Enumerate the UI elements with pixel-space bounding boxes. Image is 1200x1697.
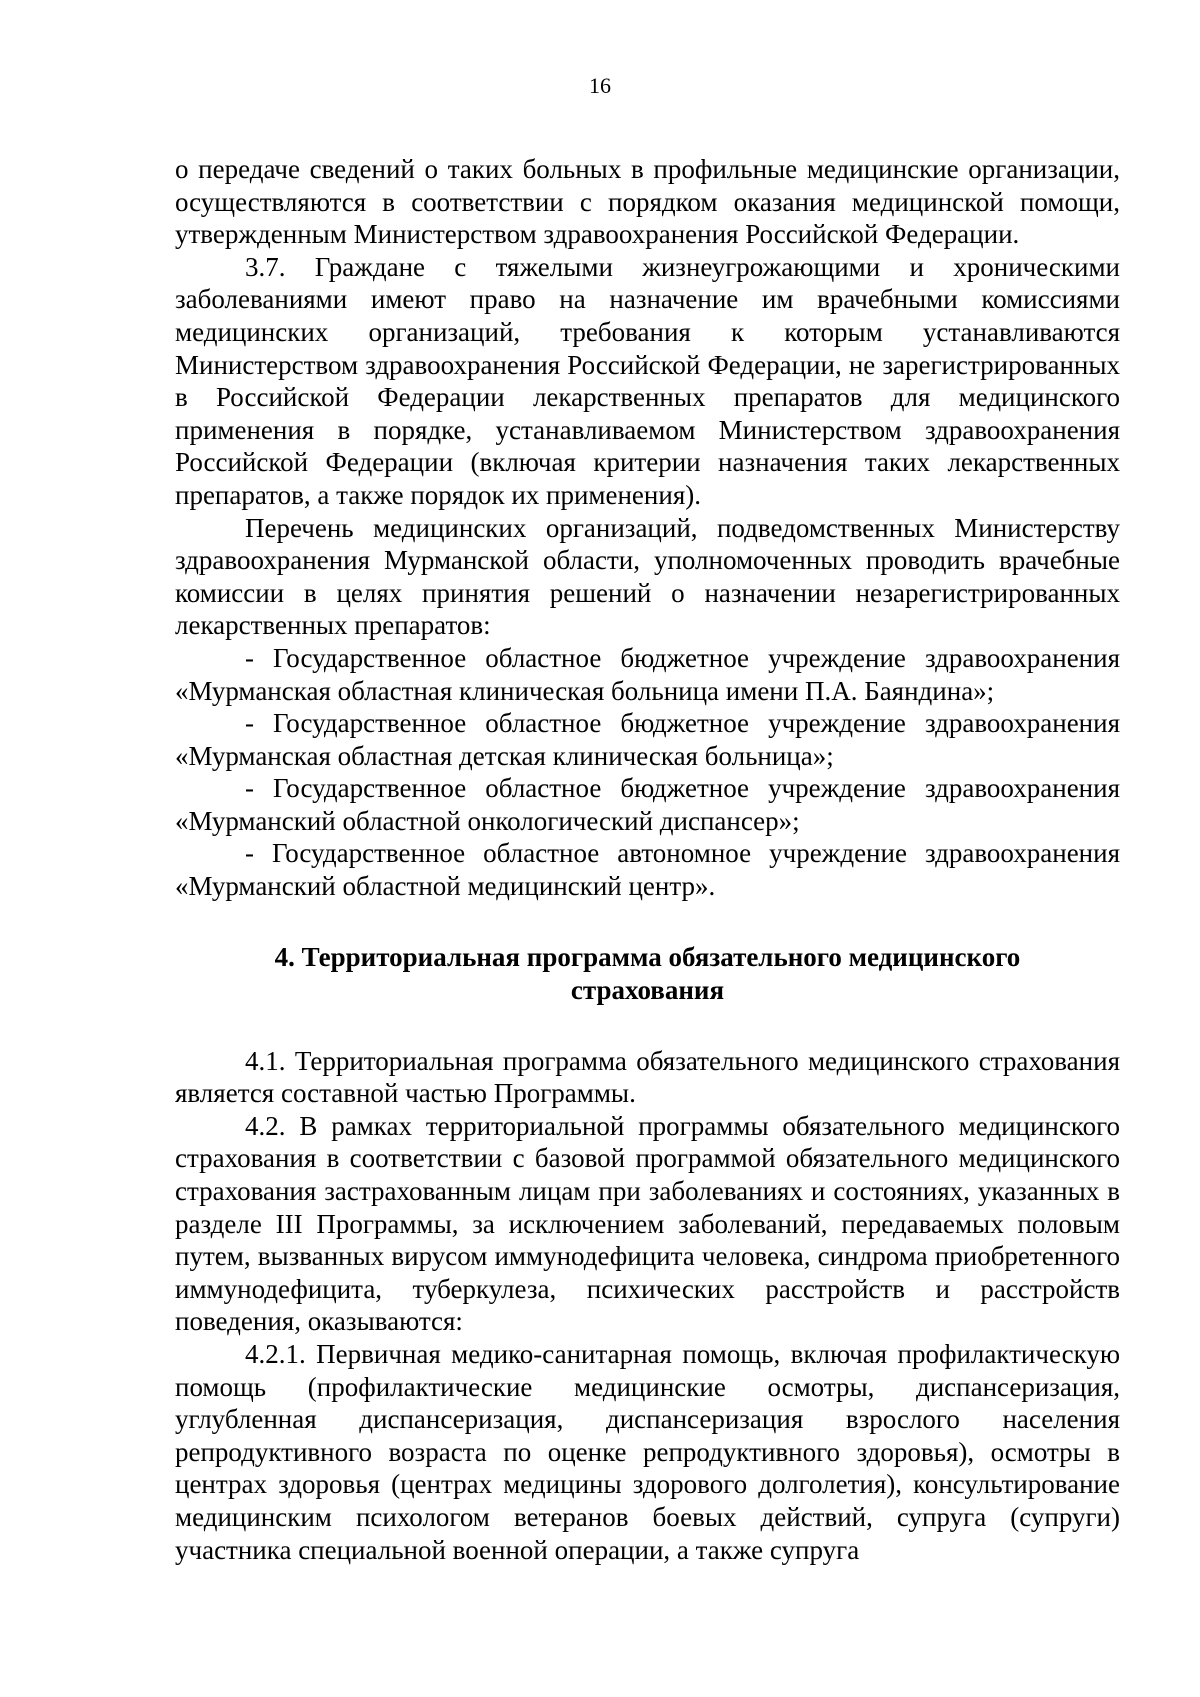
paragraph-continuation: о передаче сведений о таких больных в профильные медицинские организации, осуществляются в соответствии с порядком оказания медицинской помощи, утвержденным Министерством здравоохранения Российской Федерации. — [175, 154, 1120, 250]
paragraph-4-1: 4.1. Территориальная программа обязательного медицинского страхования является составной частью Программы. — [175, 1045, 1120, 1109]
section-heading-line-2: страхования — [570, 974, 725, 1005]
paragraph-3-7: 3.7. Граждане с тяжелыми жизнеугрожающими и хроническими заболеваниями имеют право на назначение им врачебными комиссиями медицинских организаций, требования к которым устанавливаются Министерством здравоохранения Российской Федерации, не зарегистрированных в Российской Федерации лекарственных препаратов для медицинского применения в порядке, устанавливаемом Министерством здравоохранения Российской Федерации (включая критерии назначения таких лекарственных препаратов, а также порядок их применения). — [175, 251, 1120, 510]
organization-list-item: - Государственное областное бюджетное учреждение здравоохранения «Мурманская областная клиническая больница имени П.А. Баяндина»; — [175, 642, 1120, 706]
document-body — [175, 153, 1120, 1566]
section-heading-line-1: 4. Территориальная программа обязательного медицинского — [274, 941, 1021, 972]
paragraph-organizations-intro: Перечень медицинских организаций, подведомственных Министерству здравоохранения Мурманской области, уполномоченных проводить врачебные комиссии в целях принятия решений о назначении незарегистрированных лекарственных препаратов: — [175, 512, 1120, 641]
page-number: 16 — [589, 73, 611, 98]
organization-list-item: - Государственное областное бюджетное учреждение здравоохранения «Мурманская областная детская клиническая больница»; — [175, 708, 1120, 771]
paragraph-4-2: 4.2. В рамках территориальной программы обязательного медицинского страхования в соответствии с базовой программой обязательного медицинского страхования застрахованным лицам при заболеваниях и состояниях, указанных в разделе III Программы, за исключением заболеваний, передаваемых половым путем, вызванных вирусом иммунодефицита человека, синдрома приобретенного иммунодефицита, туберкулеза, психических расстройств и расстройств поведения, оказываются: — [175, 1110, 1120, 1337]
organization-list-item: - Государственное областное бюджетное учреждение здравоохранения «Мурманский областной онкологический диспансер»; — [175, 773, 1120, 836]
section-heading — [175, 941, 1120, 1007]
paragraph-4-2-1: 4.2.1. Первичная медико-санитарная помощь, включая профилактическую помощь (профилактические медицинские осмотры, диспансеризация, углубленная диспансеризация, диспансеризация взрослого населения репродуктивного возраста по оценке репродуктивного здоровья), осмотры в центрах здоровья (центрах медицины здорового долголетия), консультирование медицинским психологом ветеранов боевых действий, супруга (супруги) участника специальной военной операции, а также супруга — [175, 1339, 1120, 1565]
organization-list-item: - Государственное областное автономное учреждение здравоохранения «Мурманский областной медицинский центр». — [175, 838, 1120, 902]
